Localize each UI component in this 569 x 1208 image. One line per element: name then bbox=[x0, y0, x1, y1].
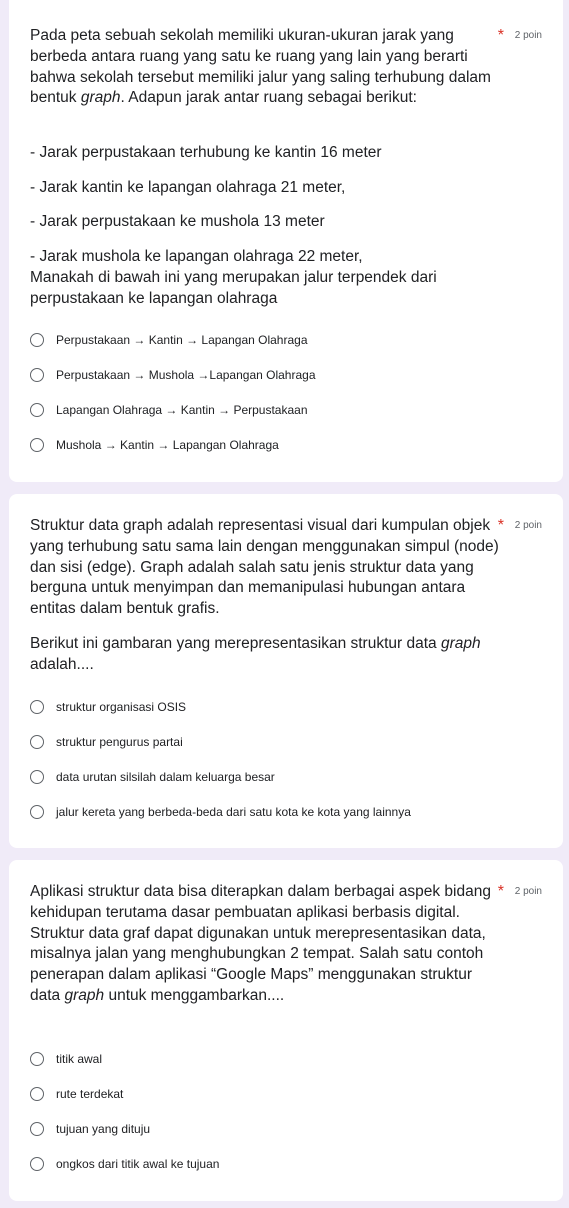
option-label: data urutan silsilah dalam keluarga besar bbox=[56, 769, 275, 784]
radio-button[interactable] bbox=[30, 1157, 44, 1171]
radio-button[interactable] bbox=[30, 770, 44, 784]
option-label: rute terdekat bbox=[56, 1086, 124, 1101]
option-2[interactable] bbox=[30, 724, 542, 759]
option-1[interactable] bbox=[30, 322, 542, 357]
question-3-text bbox=[30, 882, 542, 1007]
radio-button[interactable] bbox=[30, 403, 44, 417]
option-label: struktur pengurus partai bbox=[56, 734, 183, 749]
radio-button[interactable] bbox=[30, 1052, 44, 1066]
options-group bbox=[30, 322, 542, 462]
question-paragraph: Struktur data graph adalah representasi visual dari kumpulan objek yang terhubung satu sama lain dengan menggunakan simpul (node) dan sisi (edge). Graph adalah salah satu jenis struktur data yang berguna untuk menyimpan dan memanipulasi hubungan antara entitas dalam bentuk grafis. bbox=[30, 517, 499, 618]
distance-item: - Jarak perpustakaan ke mushola 13 meter bbox=[30, 213, 325, 230]
distance-item: - Jarak kantin ke lapangan olahraga 21 meter, bbox=[30, 179, 346, 196]
radio-button[interactable] bbox=[30, 1122, 44, 1136]
required-asterisk: * bbox=[497, 517, 504, 534]
option-1[interactable] bbox=[30, 689, 542, 724]
question-2-text bbox=[30, 516, 542, 620]
option-3[interactable] bbox=[30, 1111, 542, 1146]
option-2[interactable] bbox=[30, 357, 542, 392]
points-label: 2 poin bbox=[514, 520, 542, 531]
question-card-2 bbox=[9, 494, 563, 848]
option-3[interactable] bbox=[30, 759, 542, 794]
distance-item: - Jarak perpustakaan terhubung ke kantin 16 meter bbox=[30, 144, 382, 161]
required-asterisk: * bbox=[497, 27, 504, 44]
option-label: Perpustakaan → Kantin → Lapangan Olahraga bbox=[56, 332, 308, 347]
question-paragraph: Pada peta sebuah sekolah memiliki ukuran-ukuran jarak yang berbeda antara ruang yang satu ke ruang yang lain yang berarti bahwa sekolah tersebut memiliki jalur yang saling terhubung dalam bentuk graph. Adapun jarak antar ruang sebagai berikut: bbox=[30, 27, 491, 107]
radio-button[interactable] bbox=[30, 735, 44, 749]
radio-button[interactable] bbox=[30, 438, 44, 452]
radio-button[interactable] bbox=[30, 1087, 44, 1101]
option-label: jalur kereta yang berbeda-beda dari satu kota ke kota yang lainnya bbox=[56, 804, 411, 819]
option-label: Mushola → Kantin → Lapangan Olahraga bbox=[56, 437, 279, 452]
radio-button[interactable] bbox=[30, 333, 44, 347]
option-label: ongkos dari titik awal ke tujuan bbox=[56, 1156, 220, 1171]
option-label: struktur organisasi OSIS bbox=[56, 699, 187, 714]
radio-button[interactable] bbox=[30, 700, 44, 714]
option-4[interactable] bbox=[30, 427, 542, 462]
option-label: Lapangan Olahraga → Kantin → Perpustakaan bbox=[56, 402, 308, 417]
question-prompt: Berikut ini gambaran yang merepresentasikan struktur data graph adalah.... bbox=[30, 635, 481, 673]
radio-button[interactable] bbox=[30, 805, 44, 819]
required-asterisk: * bbox=[497, 883, 504, 900]
option-2[interactable] bbox=[30, 1076, 542, 1111]
option-4[interactable] bbox=[30, 794, 542, 829]
question-prompt: - Jarak mushola ke lapangan olahraga 22 meter, Manakah di bawah ini yang merupakan jalur terpendek dari perpustakaan ke lapangan olahraga bbox=[30, 248, 437, 307]
option-4[interactable] bbox=[30, 1146, 542, 1181]
option-label: tujuan yang dituju bbox=[56, 1121, 151, 1136]
options-group bbox=[30, 1041, 542, 1181]
options-group bbox=[30, 689, 542, 829]
radio-button[interactable] bbox=[30, 368, 44, 382]
points-label: 2 poin bbox=[514, 886, 542, 897]
question-1-text bbox=[30, 26, 542, 109]
option-1[interactable] bbox=[30, 1041, 542, 1076]
option-3[interactable] bbox=[30, 392, 542, 427]
option-label: titik awal bbox=[56, 1051, 103, 1066]
option-label: Perpustakaan → Mushola →Lapangan Olahraga bbox=[56, 367, 316, 382]
question-card-3 bbox=[9, 860, 563, 1201]
question-paragraph: Aplikasi struktur data bisa diterapkan dalam berbagai aspek bidang kehidupan terutama dasar pembuatan aplikasi berbasis digital. Struktur data graf dapat digunakan untuk merepresentasikan data, misalnya jalan yang menghubungkan 2 tempat. Salah satu contoh penerapan dalam aplikasi “Google Maps” menggunakan struktur data graph untuk menggambarkan.... bbox=[30, 883, 491, 1004]
question-card-1 bbox=[9, 0, 563, 482]
points-label: 2 poin bbox=[514, 30, 542, 41]
